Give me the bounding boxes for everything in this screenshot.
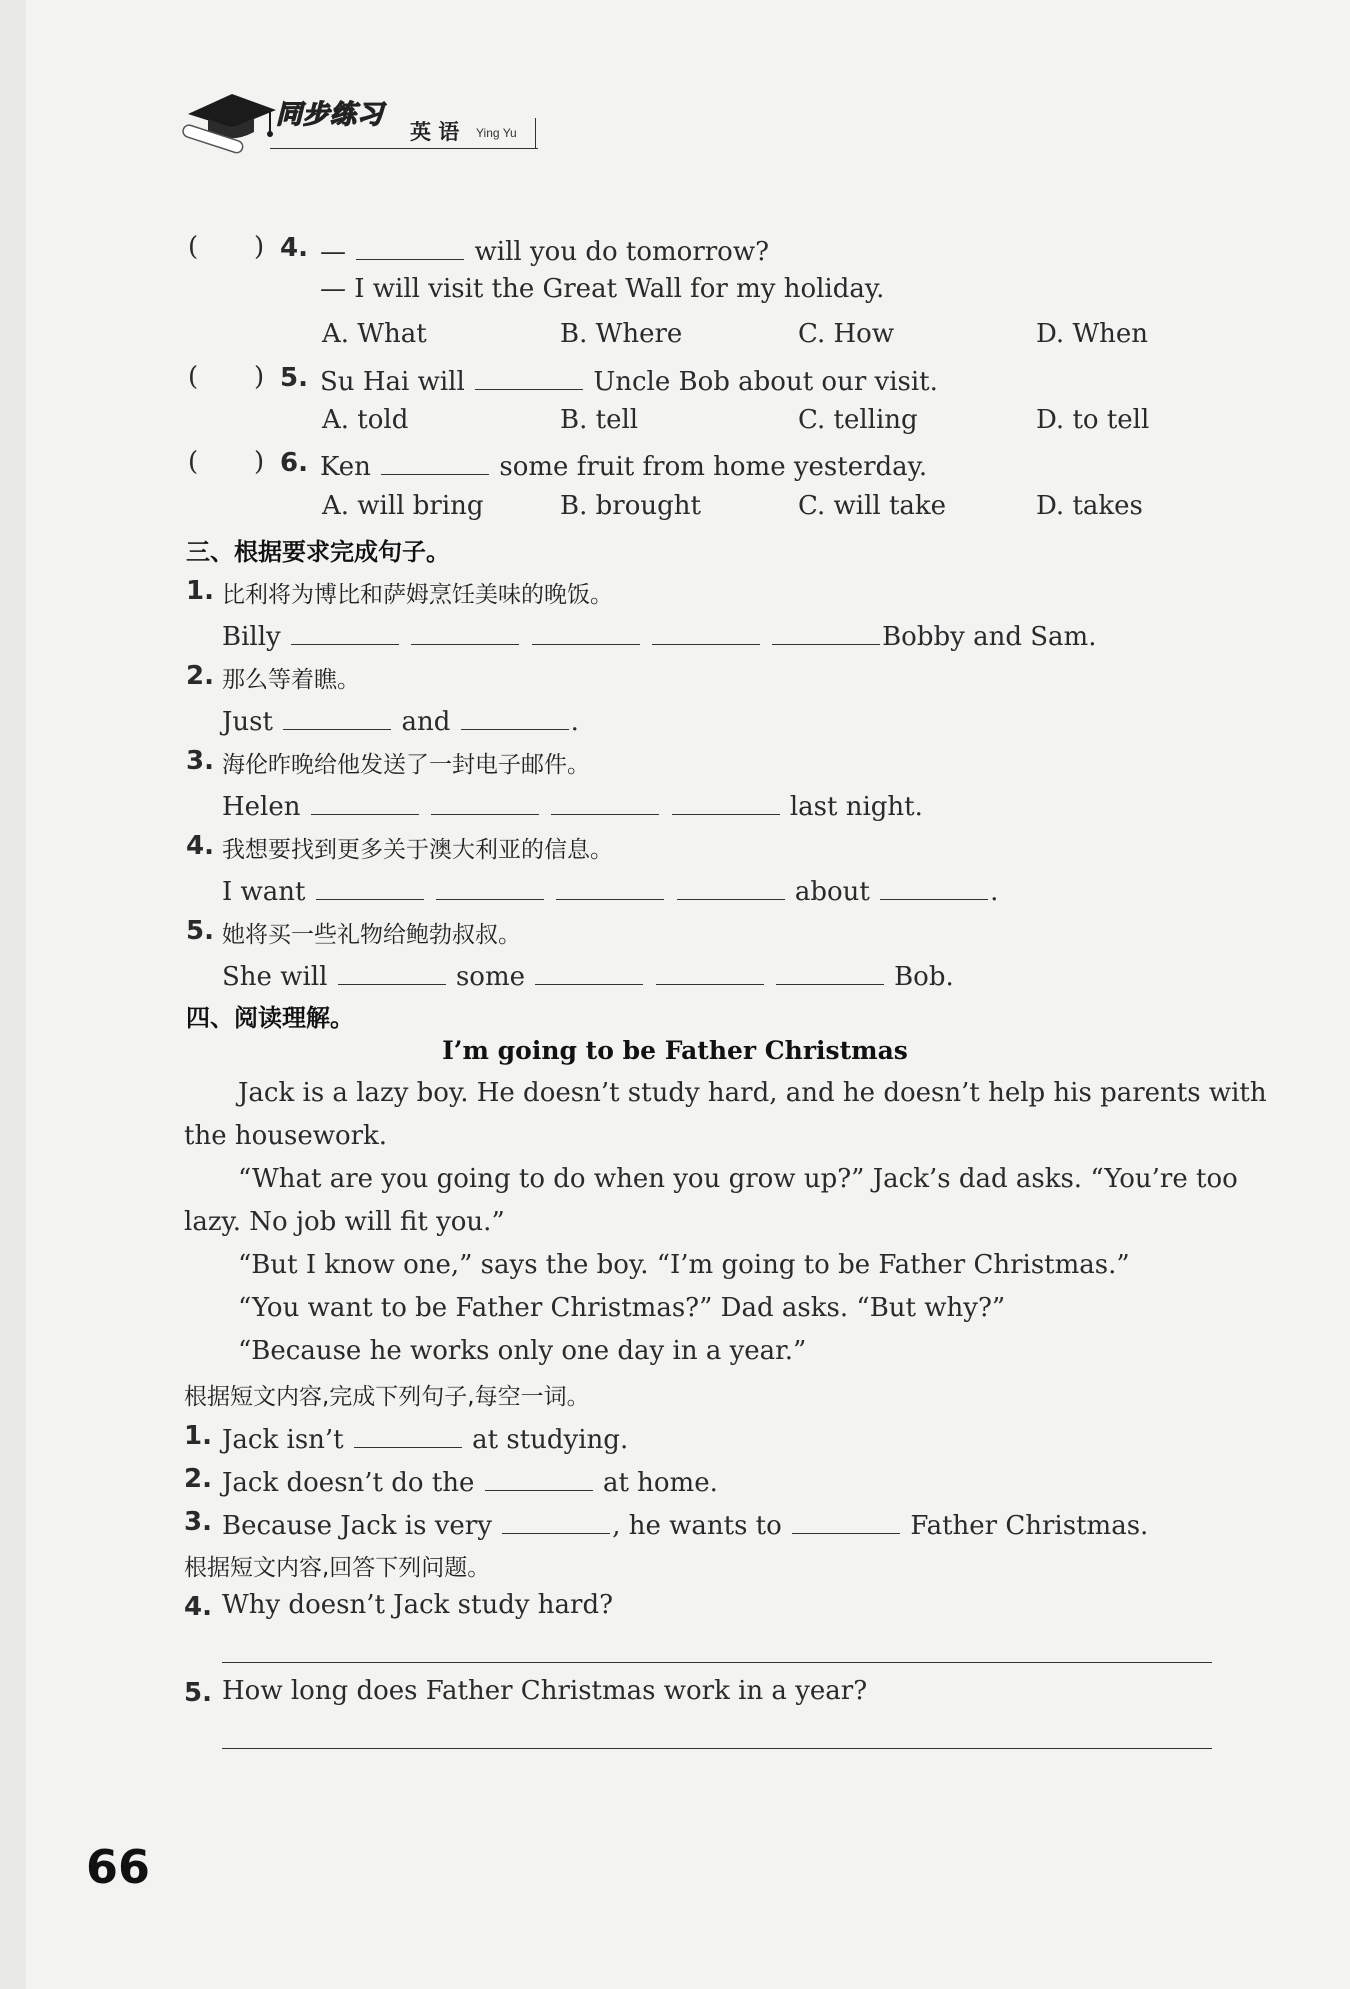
passage-line: “Because he works only one day in a year.” xyxy=(238,1336,807,1366)
passage-line: “But I know one,” says the boy. “I’m going to be Father Christmas.” xyxy=(238,1250,1130,1280)
answer-blank[interactable] xyxy=(792,1507,900,1534)
answer-blank[interactable] xyxy=(381,448,489,475)
question-dialogue-reply: — I will visit the Great Wall for my holiday. xyxy=(320,274,885,304)
answer-paren-open: ( xyxy=(188,232,199,262)
chinese-prompt: 她将买一些礼物给鲍勃叔叔。 xyxy=(222,922,521,948)
answer-blank[interactable] xyxy=(502,1507,610,1534)
answer-blank[interactable] xyxy=(461,703,569,730)
instruction-answer: 根据短文内容,回答下列问题。 xyxy=(184,1555,491,1581)
chinese-prompt: 海伦昨晚给他发送了一封电子邮件。 xyxy=(222,752,590,778)
question-text: How long does Father Christmas work in a year? xyxy=(222,1676,868,1706)
stem-post: will you do tomorrow? xyxy=(474,237,770,267)
answer-blank[interactable] xyxy=(356,233,464,260)
english-sentence: She will some Bob. xyxy=(222,958,954,990)
series-title: 同步练习 xyxy=(276,100,385,130)
answer-blank[interactable] xyxy=(532,618,640,645)
answer-blank[interactable] xyxy=(354,1421,462,1448)
passage-title: I’m going to be Father Christmas xyxy=(442,1036,908,1065)
answer-line[interactable] xyxy=(222,1662,1212,1663)
answer-blank[interactable] xyxy=(652,618,760,645)
item-number: 1. xyxy=(186,576,214,606)
item-number: 5. xyxy=(184,1678,212,1708)
question-number: 4. xyxy=(280,233,308,263)
question-stem xyxy=(320,363,938,395)
answer-blank[interactable] xyxy=(431,788,539,815)
passage-line: “What are you going to do when you grow up?” Jack’s dad asks. “You’re too xyxy=(238,1164,1238,1194)
answer-blank[interactable] xyxy=(772,618,880,645)
answer-paren-close: ) xyxy=(254,232,265,262)
question-number: 6. xyxy=(280,448,308,478)
answer-blank[interactable] xyxy=(291,618,399,645)
item-number: 5. xyxy=(186,916,214,946)
subject-label: 英 语 xyxy=(410,120,460,144)
answer-blank[interactable] xyxy=(551,788,659,815)
option-a: A. told xyxy=(322,405,409,435)
stem-pre: — xyxy=(320,237,346,267)
answer-paren-open: ( xyxy=(188,362,199,392)
passage-line: “You want to be Father Christmas?” Dad asks. “But why?” xyxy=(238,1293,1006,1323)
item-number: 2. xyxy=(184,1464,212,1494)
answer-blank[interactable] xyxy=(776,958,884,985)
passage-line: lazy. No job will fit you.” xyxy=(184,1207,505,1237)
option-b: B. tell xyxy=(560,405,639,435)
instruction-fill: 根据短文内容,完成下列句子,每空一词。 xyxy=(184,1384,590,1410)
answer-blank[interactable] xyxy=(436,873,544,900)
section-4-title: 四、阅读理解。 xyxy=(186,1004,354,1032)
chinese-prompt: 比利将为博比和萨姆烹饪美味的晚饭。 xyxy=(222,582,613,608)
item-number: 4. xyxy=(184,1592,212,1622)
page-number: 66 xyxy=(86,1840,151,1894)
answer-blank[interactable] xyxy=(880,873,988,900)
answer-paren-open: ( xyxy=(188,447,199,477)
answer-line[interactable] xyxy=(222,1748,1212,1749)
fill-sentence: Jack doesn’t do the at home. xyxy=(222,1464,718,1496)
english-sentence: Billy Bobby and Sam. xyxy=(222,618,1096,650)
fill-sentence: Because Jack is very , he wants to Father Christmas. xyxy=(222,1507,1148,1539)
page-header xyxy=(180,88,540,158)
answer-blank[interactable] xyxy=(485,1464,593,1491)
page-edge-shadow xyxy=(0,0,26,1989)
option-d: D. takes xyxy=(1036,491,1143,521)
option-c: C. telling xyxy=(798,405,918,435)
subject-pinyin: Ying Yu xyxy=(476,126,517,140)
option-d: D. to tell xyxy=(1036,405,1150,435)
stem-pre: Su Hai will xyxy=(320,367,465,397)
header-divider xyxy=(535,118,536,149)
answer-blank[interactable] xyxy=(656,958,764,985)
question-text: Why doesn’t Jack study hard? xyxy=(222,1590,614,1620)
option-b: B. Where xyxy=(560,319,683,349)
item-number: 4. xyxy=(186,831,214,861)
header-underline xyxy=(270,148,538,149)
english-sentence: Just and . xyxy=(222,703,579,735)
question-number: 5. xyxy=(280,363,308,393)
answer-blank[interactable] xyxy=(475,363,583,390)
english-sentence: I want about . xyxy=(222,873,998,905)
fill-sentence: Jack isn’t at studying. xyxy=(222,1421,628,1453)
answer-paren-close: ) xyxy=(254,362,265,392)
option-d: D. When xyxy=(1036,319,1149,349)
stem-post: Uncle Bob about our visit. xyxy=(593,367,938,397)
answer-blank[interactable] xyxy=(556,873,664,900)
question-stem xyxy=(320,448,927,480)
option-a: A. What xyxy=(322,319,427,349)
option-a: A. will bring xyxy=(322,491,484,521)
item-number: 3. xyxy=(186,746,214,776)
answer-blank[interactable] xyxy=(283,703,391,730)
chinese-prompt: 那么等着瞧。 xyxy=(222,667,360,693)
question-stem xyxy=(320,233,769,265)
passage-line: Jack is a lazy boy. He doesn’t study hard, and he doesn’t help his parents with xyxy=(238,1078,1267,1108)
answer-blank[interactable] xyxy=(677,873,785,900)
item-number: 1. xyxy=(184,1421,212,1451)
stem-post: some fruit from home yesterday. xyxy=(499,452,928,482)
chinese-prompt: 我想要找到更多关于澳大利亚的信息。 xyxy=(222,837,613,863)
option-c: C. How xyxy=(798,319,895,349)
answer-blank[interactable] xyxy=(411,618,519,645)
answer-blank[interactable] xyxy=(316,873,424,900)
graduation-cap-icon xyxy=(180,88,280,158)
answer-blank[interactable] xyxy=(338,958,446,985)
answer-blank[interactable] xyxy=(311,788,419,815)
stem-pre: Ken xyxy=(320,452,371,482)
option-b: B. brought xyxy=(560,491,701,521)
passage-line: the housework. xyxy=(184,1121,388,1151)
item-number: 3. xyxy=(184,1507,212,1537)
answer-paren-close: ) xyxy=(254,447,265,477)
answer-blank[interactable] xyxy=(535,958,643,985)
answer-blank[interactable] xyxy=(672,788,780,815)
section-3-title: 三、根据要求完成句子。 xyxy=(186,538,450,566)
english-sentence: Helen last night. xyxy=(222,788,923,820)
item-number: 2. xyxy=(186,661,214,691)
option-c: C. will take xyxy=(798,491,947,521)
